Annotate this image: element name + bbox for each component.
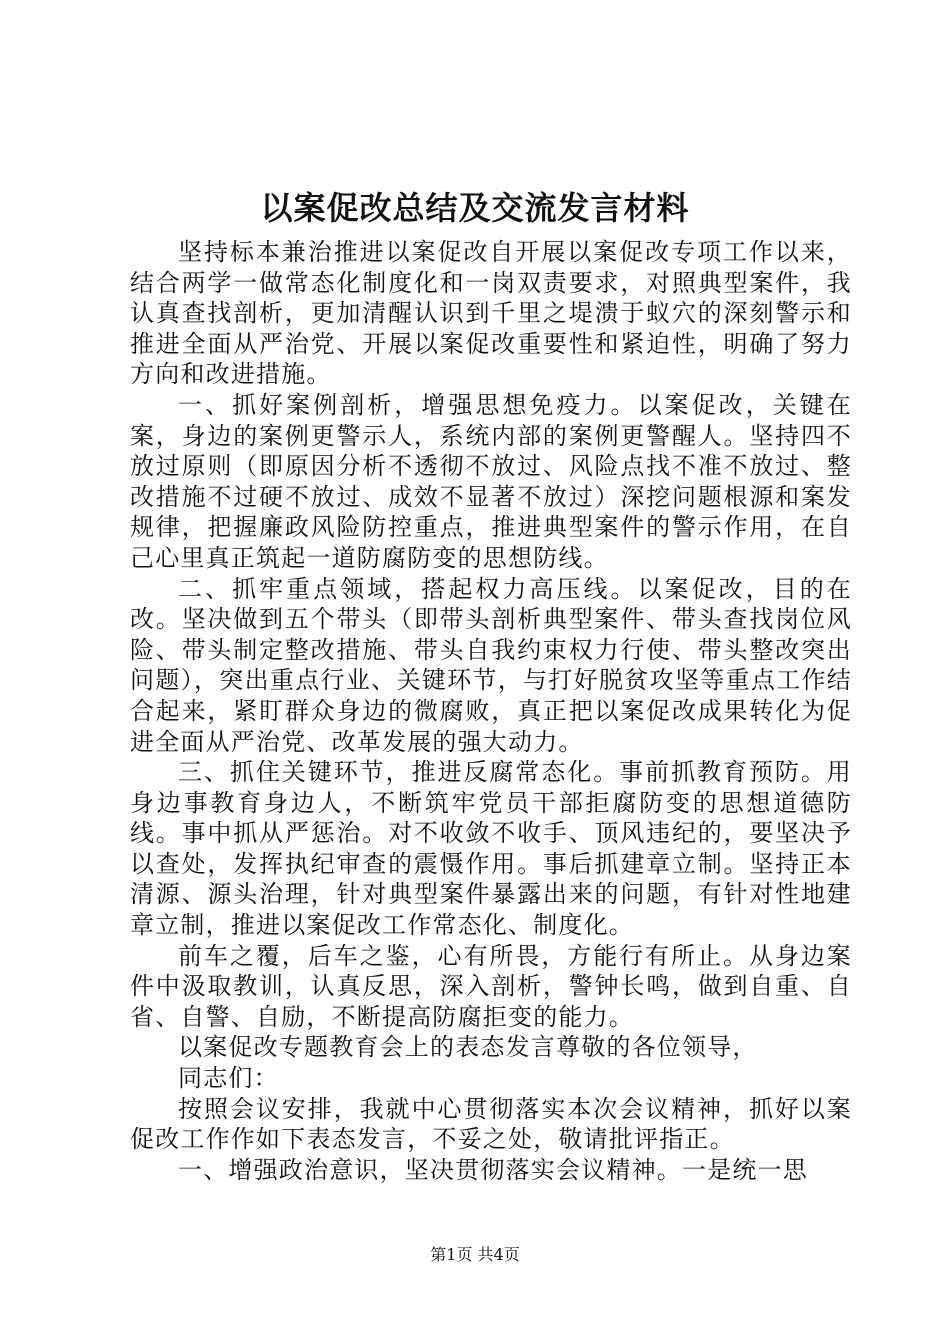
document-body (130, 237, 852, 1185)
paragraph-conclusion: 前车之覆，后车之鉴，心有所畏，方能行有所止。从身边案件中汲取教训，认真反思，深入剖析，警钟长鸣，做到自重、自省、自警、自励，不断提高防腐拒变的能力。 (130, 941, 852, 1031)
paragraph-intro: 坚持标本兼治推进以案促改自开展以案促改专项工作以来，结合两学一做常态化制度化和一岗双责要求，对照典型案件，我认真查找剖析，更加清醒认识到千里之堤溃于蚁穴的深刻警示和推进全面从严治党、开展以案促改重要性和紧迫性，明确了努力方向和改进措施。 (130, 238, 852, 389)
paragraph-salutation: 同志们： (178, 1064, 279, 1093)
paragraph-section-1: 一、抓好案例剖析，增强思想免疫力。以案促改，关键在案，身边的案例更警示人，系统内部的案例更警醒人。坚持四不放过原则（即原因分析不透彻不放过、风险点找不准不放过、整改措施不过硬不放过、成效不显著不放过）深挖问题根源和案发规律，把握廉政风险防控重点，推进典型案件的警示作用，在自己心里真正筑起一道防腐防变的思想防线。 (130, 390, 852, 572)
page-footer: 第1页 共4页 (430, 1245, 520, 1264)
paragraph-section-3: 三、抓住关键环节，推进反腐常态化。事前抓教育预防。用身边事教育身边人，不断筑牢党员干部拒腐防变的思想道德防线。事中抓从严惩治。对不收敛不收手、顶风违纪的，要坚决予以查处，发挥执纪审查的震慑作用。事后抓建章立制。坚持正本清源、源头治理，针对典型案件暴露出来的问题，有针对性地建章立制，推进以案促改工作常态化、制度化。 (130, 758, 852, 940)
paragraph-speech-point-1: 一、增强政治意识，坚决贯彻落实会议精神。一是统一思 (178, 1155, 808, 1184)
paragraph-speech-intro: 按照会议安排，我就中心贯彻落实本次会议精神，抓好以案促改工作作如下表态发言，不妥之处，敬请批评指正。 (130, 1094, 852, 1154)
paragraph-section-2: 二、抓牢重点领域，搭起权力高压线。以案促改，目的在改。坚决做到五个带头（即带头剖析典型案件、带头查找岗位风险、带头制定整改措施、带头自我约束权力行使、带头整改突出问题），突出重点行业、关键环节，与打好脱贫攻坚等重点工作结合起来，紧盯群众身边的微腐败，真正把以案促改成果转化为促进全面从严治党、改革发展的强大动力。 (130, 574, 852, 756)
document-title: 以案促改总结及交流发言材料 (260, 189, 690, 227)
paragraph-speech-heading: 以案促改专题教育会上的表态发言尊敬的各位领导， (178, 1033, 758, 1062)
